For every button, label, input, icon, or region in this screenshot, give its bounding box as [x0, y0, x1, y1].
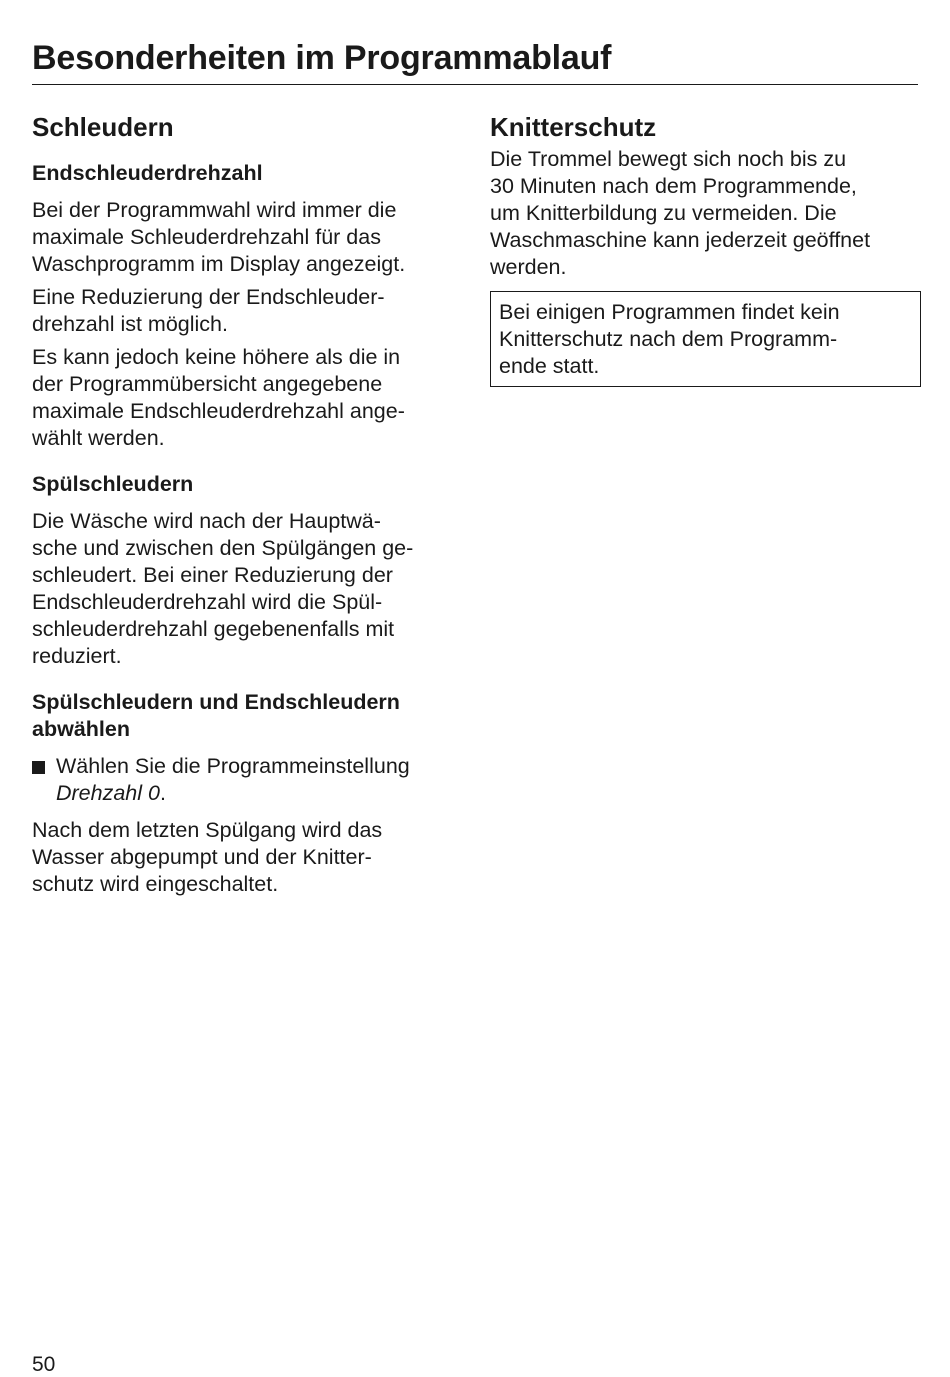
section-heading-schleudern: Schleudern — [32, 112, 174, 142]
instruction-text: Wählen Sie die Programmeinstellung Drehzahl 0. — [56, 754, 410, 805]
paragraph-reduzierung: Eine Reduzierung der Endschleuder- drehzahl ist möglich. — [32, 285, 385, 336]
paragraph-hoehere-drehzahl: Es kann jedoch keine höhere als die in der Programmübersicht angegebene maximale Endschleuderdrehzahl ange- wählt werden. — [32, 345, 405, 450]
subheading-spuelschleudern: Spülschleudern — [32, 472, 194, 496]
page-number: 50 — [32, 1353, 56, 1376]
instruction-list-item — [32, 753, 462, 807]
title-divider — [32, 84, 918, 85]
note-box — [490, 291, 921, 387]
paragraph-spuelschleudern: Die Wäsche wird nach der Hauptwä- sche und zwischen den Spülgängen ge- schleudert. Bei einer Reduzierung der Endschleuderdrehzahl wird die Spül- schleuderdrehzahl gegebenenfalls mit reduziert. — [32, 509, 414, 668]
right-column — [490, 108, 922, 387]
paragraph-trommel: Die Trommel bewegt sich noch bis zu 30 Minuten nach dem Programmende, um Knitterbildung zu vermeiden. Die Waschmaschine kann jederzeit geöffnet werden. — [490, 147, 871, 279]
section-heading-knitterschutz: Knitterschutz — [490, 112, 657, 142]
bullet-square-icon — [32, 761, 45, 774]
paragraph-programmwahl: Bei der Programmwahl wird immer die maximale Schleuderdrehzahl für das Waschprogramm im Display angezeigt. — [32, 198, 406, 276]
subheading-abwaehlen: Spülschleudern und Endschleudern abwählen — [32, 690, 400, 741]
subheading-endschleuderdrehzahl: Endschleuderdrehzahl — [32, 161, 263, 185]
setting-name: Drehzahl 0 — [56, 781, 160, 805]
note-text: Bei einigen Programmen findet kein Knitterschutz nach dem Programm- ende statt. — [499, 300, 840, 378]
paragraph-letzter-spuelgang: Nach dem letzten Spülgang wird das Wasser abgepumpt und der Knitter- schutz wird eingeschaltet. — [32, 818, 383, 896]
page-title: Besonderheiten im Programmablauf — [32, 39, 612, 77]
left-column — [32, 108, 462, 898]
